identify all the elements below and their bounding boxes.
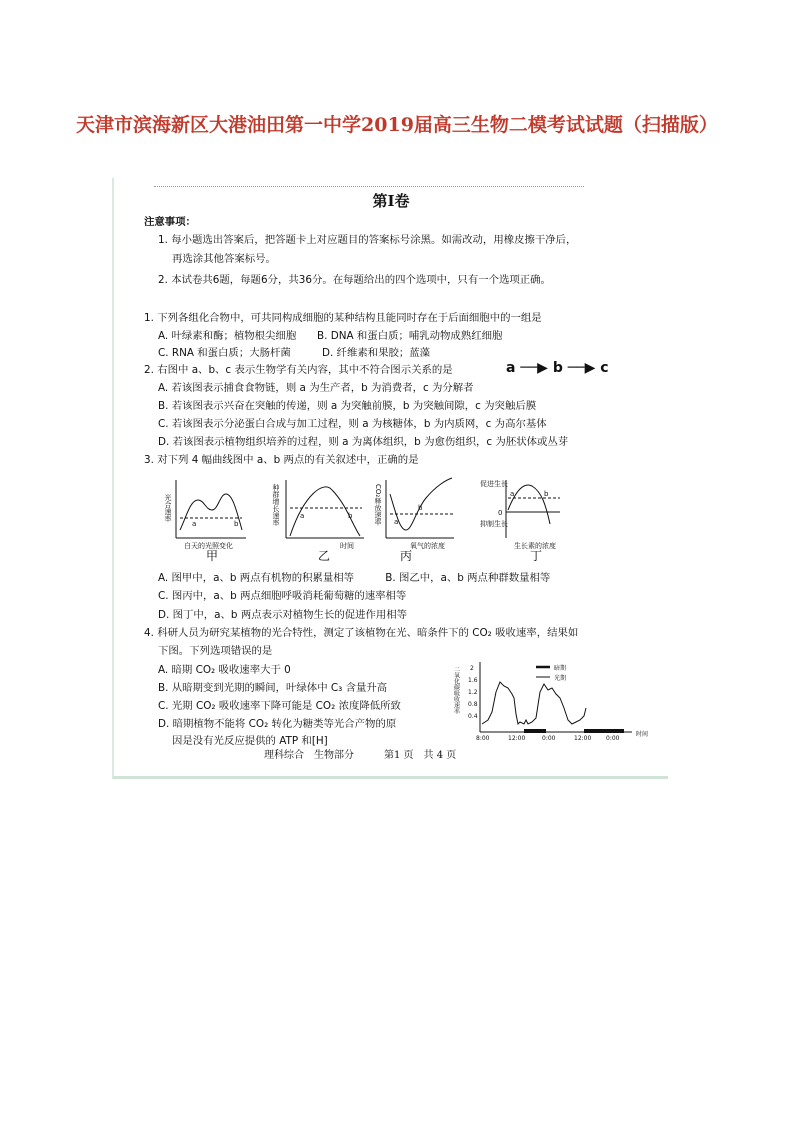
q2-option-d: D. 若该图表示植物组织培养的过程，则 a 为离体组织，b 为愈伤组织，c 为胚状体或丛芽 bbox=[158, 436, 569, 448]
q3-option-d: D. 图丁中，a、b 两点表示对植物生长的促进作用相等 bbox=[158, 609, 408, 621]
q4-option-a: A. 暗期 CO₂ 吸收速率大于 0 bbox=[158, 664, 291, 676]
note-1: 1. 每小题选出答案后，把答题卡上对应题目的答案标号涂黑。如需改动，用橡皮擦干净后， bbox=[158, 234, 577, 246]
q4-stem-continued: 下图。下列选项错误的是 bbox=[158, 645, 273, 657]
q4-xtick-1: 12:00 bbox=[508, 735, 526, 742]
document-title: 天津市滨海新区大港油田第一中学2019届高三生物二模考试试题（扫描版） bbox=[76, 114, 718, 136]
q3-ding-zero: 0 bbox=[498, 509, 503, 517]
q4-xtick-2: 0:00 bbox=[542, 735, 556, 742]
q4-ytick-2: 1.2 bbox=[468, 689, 478, 696]
scanned-exam-page bbox=[112, 178, 668, 779]
q3-ding-ylabel-top: 促进生长 bbox=[480, 480, 508, 488]
q2-option-a: A. 若该图表示捕食食物链，则 a 为生产者，b 为消费者，c 为分解者 bbox=[158, 382, 474, 394]
q3-yi-xlabel: 时间 bbox=[340, 542, 354, 550]
q3-jia-ylabel: 光合速率 bbox=[164, 494, 172, 522]
q4-option-d: D. 暗期植物不能将 CO₂ 转化为糖类等光合产物的原 bbox=[158, 718, 397, 730]
q3-yi-name: 乙 bbox=[318, 549, 331, 563]
q3-ding-point-a: a bbox=[510, 490, 515, 498]
q4-option-b: B. 从暗期变到光期的瞬间，叶绿体中 C₃ 含量升高 bbox=[158, 682, 388, 694]
q4-ytick-4: 0.4 bbox=[468, 713, 478, 720]
q4-legend-dark: 暗期 bbox=[554, 665, 567, 672]
q2-option-b: B. 若该图表示兴奋在突触的传递，则 a 为突触前膜，b 为突触间隙，c 为突触后膜 bbox=[158, 400, 537, 412]
q3-bing-xlabel: 氧气的浓度 bbox=[410, 542, 445, 550]
q3-jia-name: 甲 bbox=[206, 549, 219, 563]
q4-xtick-0: 8:00 bbox=[476, 735, 490, 742]
q1-options-ab: A. 叶绿素和酶；植物根尖细胞 B. DNA 和蛋白质；哺乳动物成熟红细胞 bbox=[158, 330, 503, 342]
q4-option-d-continued: 因是没有光反应提供的 ATP 和[H] bbox=[172, 735, 328, 747]
q3-jia-point-a: a bbox=[192, 520, 197, 528]
q3-options-ab: A. 图甲中，a、b 两点有机物的积累量相等 B. 图乙中，a、b 两点种群数量相等 bbox=[158, 572, 551, 584]
q4-xtick-3: 12:00 bbox=[574, 735, 592, 742]
q1-options-cd: C. RNA 和蛋白质；大肠杆菌 D. 纤维素和果胶；蓝藻 bbox=[158, 347, 431, 359]
q4-legend-light: 光期 bbox=[554, 675, 567, 682]
q3-bing-name: 丙 bbox=[400, 549, 413, 563]
q2-stem: 2. 右图中 a、b、c 表示生物学有关内容，其中不符合图示关系的是 bbox=[144, 364, 453, 376]
q1-stem: 1. 下列各组化合物中，可共同构成细胞的某种结构且能同时存在于后面细胞中的一组是 bbox=[144, 312, 542, 324]
q4-stem: 4. 科研人员为研究某植物的光合特性，测定了该植物在光、暗条件下的 CO₂ 吸收速率，结果如 bbox=[144, 627, 579, 639]
q3-yi-point-b: b bbox=[348, 512, 353, 520]
q4-ytick-3: 0.8 bbox=[468, 701, 478, 708]
q3-yi-point-a: a bbox=[300, 512, 305, 520]
q3-bing-ylabel: CO₂释放速率 bbox=[374, 484, 382, 526]
q2-option-c: C. 若该图表示分泌蛋白合成与加工过程，则 a 为核糖体，b 为内质网，c 为高尔基体 bbox=[158, 418, 547, 430]
section-heading: 第Ⅰ卷 bbox=[372, 192, 410, 210]
q3-ding-ylabel-bottom: 抑制生长 bbox=[480, 520, 508, 528]
q3-jia-xlabel: 白天的光照变化 bbox=[184, 542, 233, 550]
q3-ding-xlabel: 生长素的浓度 bbox=[514, 542, 556, 550]
q3-yi-ylabel: 种群增长速率 bbox=[272, 484, 280, 526]
q4-ytick-0: 2 bbox=[470, 665, 474, 672]
q3-graphs bbox=[154, 474, 614, 564]
q3-ding-point-b: b bbox=[544, 490, 549, 498]
q4-ytick-1: 1.6 bbox=[468, 677, 478, 684]
cropped-header-strip bbox=[154, 178, 584, 187]
page-footer: 理科综合 生物部分 第1 页 共 4 页 bbox=[264, 750, 457, 761]
note-2: 2. 本试卷共6题，每题6分，共36分。在每题给出的四个选项中，只有一个选项正确。 bbox=[158, 274, 551, 286]
note-1-continued: 再选涂其他答案标号。 bbox=[172, 253, 276, 265]
q3-bing-point-a: a bbox=[394, 518, 399, 526]
q3-stem: 3. 对下列 4 幅曲线图中 a、b 两点的有关叙述中，正确的是 bbox=[144, 454, 419, 466]
q4-ylabel: 二氧化碳吸收速率 bbox=[452, 666, 460, 714]
q4-xlabel: 时间 bbox=[636, 731, 649, 738]
q3-ding-name: 丁 bbox=[530, 549, 543, 563]
q3-option-c: C. 图丙中，a、b 两点细胞呼吸消耗葡萄糖的速率相等 bbox=[158, 590, 407, 602]
q4-option-c: C. 光期 CO₂ 吸收速率下降可能是 CO₂ 浓度降低所致 bbox=[158, 700, 401, 712]
q2-abc-diagram: a ──▶ b ──▶ c bbox=[506, 360, 609, 376]
notes-heading: 注意事项： bbox=[144, 216, 196, 228]
q3-bing-point-b: b bbox=[418, 504, 423, 512]
q4-co2-chart bbox=[454, 658, 664, 748]
q4-xtick-4: 0:00 bbox=[606, 735, 620, 742]
q3-jia-point-b: b bbox=[234, 520, 239, 528]
